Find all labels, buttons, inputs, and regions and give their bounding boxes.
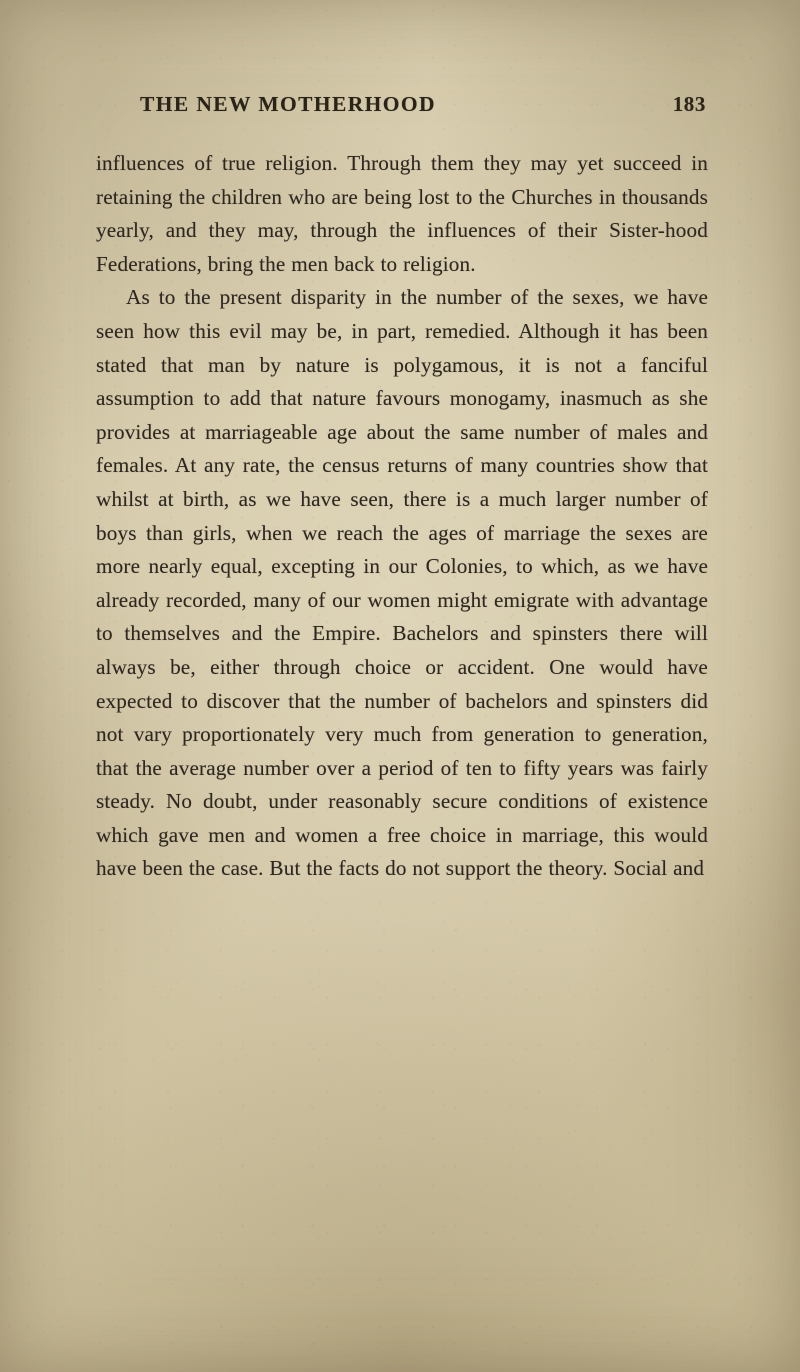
page-number: 183 — [672, 92, 706, 116]
paragraph: As to the present disparity in the number of the sexes, we have seen how this evil may be, in part, remedied. Although it has been stated that man by nature is polygamous, it is not a fanciful assumption to add that nature favours monogamy, inasmuch as she provides at marriageable age about the same number of males and females. At any rate, the census returns of many countries show that whilst at birth, as we have seen, there is a much larger number of boys than girls, when we reach the ages of marriage the sexes are more nearly equal, excepting in our Colonies, to which, as we have already recorded, many of our women might emigrate with advantage to themselves and the Empire. Bachelors and spinsters there will always be, either through choice or accident. One would have expected to discover that the number of bachelors and spinsters did not vary proportionately very much from generation to generation, that the average number over a period of ten to fifty years was fairly steady. No doubt, under reasonably secure conditions of existence which gave men and women a free choice in marriage, this would have been the case. But the facts do not support the theory. Social and — [96, 285, 708, 881]
page-content — [96, 92, 708, 886]
page-header — [96, 92, 708, 117]
paragraph: influences of true religion. Through them they may yet succeed in retaining the children who are being lost to the Churches in thousands yearly, and they may, through the influences of their Sister-hood Federations, bring the men back to religion. — [96, 151, 708, 276]
running-title: THE NEW MOTHERHOOD — [140, 92, 436, 116]
body-text — [96, 147, 708, 886]
